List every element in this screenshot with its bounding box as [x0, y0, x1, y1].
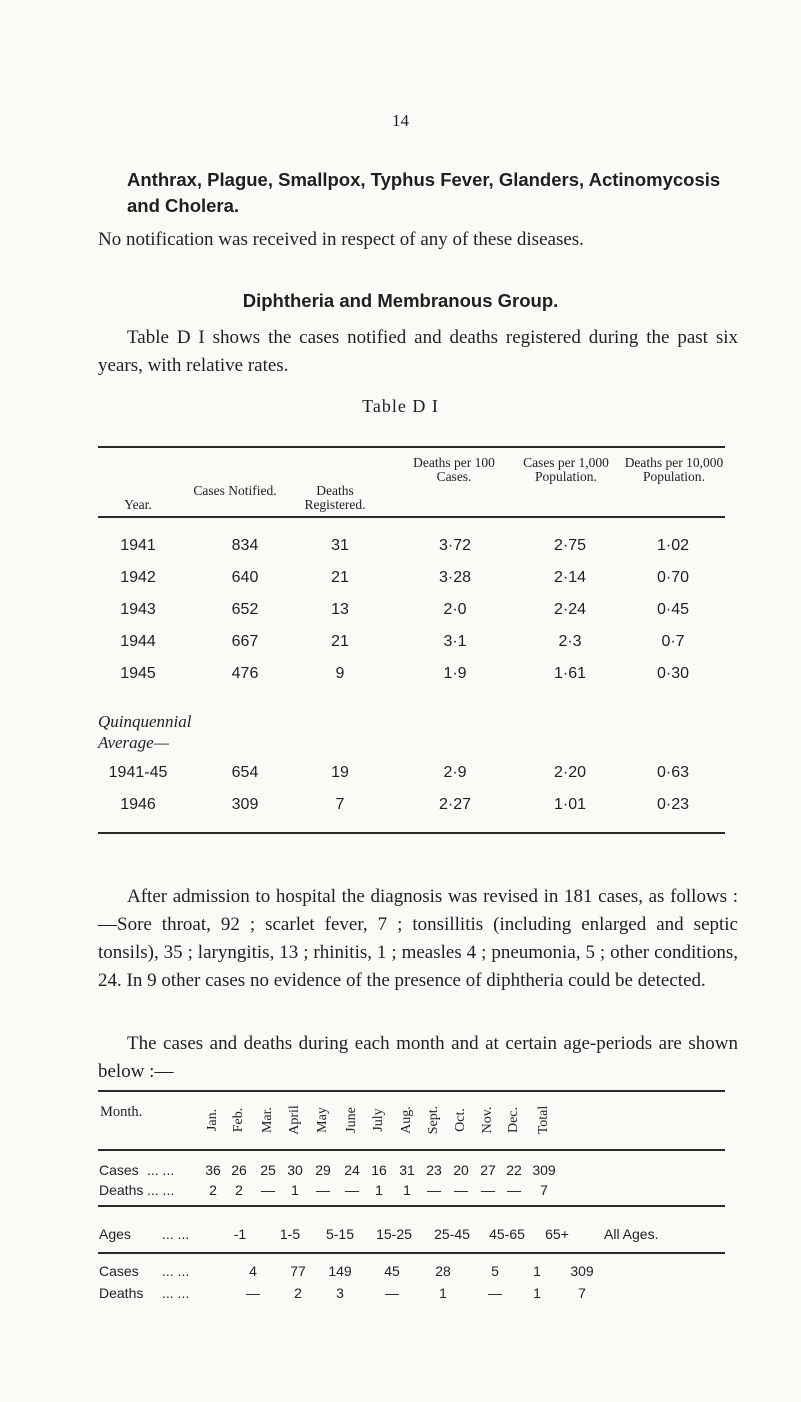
ages-label: Ages [99, 1226, 131, 1242]
cell-deaths-per-10000: 0·45 [656, 601, 690, 618]
age-cases-dots: ... ... [162, 1263, 190, 1279]
month-cases-value: 26 [231, 1162, 247, 1178]
month-cases-value: 31 [399, 1162, 415, 1178]
month-deaths-value: — [454, 1182, 468, 1198]
cell-deaths-per-100: 2·27 [438, 796, 472, 813]
cell-deaths-per-100: 1·9 [443, 665, 467, 682]
age-cases-value: 4 [249, 1263, 257, 1279]
cases-row-dots: ... ... [147, 1162, 175, 1178]
cell-cases: 667 [231, 633, 259, 650]
cell-deaths-per-10000: 0·7 [661, 633, 685, 650]
age-deaths-value: — [246, 1285, 260, 1301]
cell-deaths-per-100: 3·1 [443, 633, 467, 650]
month-header: April [287, 1105, 302, 1135]
month-deaths-value: 1 [291, 1182, 299, 1198]
cell-cases: 834 [231, 537, 259, 554]
header-year: Year. [124, 497, 152, 512]
cell-cases: 309 [231, 796, 259, 813]
age-deaths-value: 7 [578, 1285, 586, 1301]
cell-cases-per-1000: 1·61 [553, 665, 587, 682]
header-cases-notified: Cases Notified. [193, 483, 277, 498]
ages-dots: ... ... [162, 1226, 190, 1242]
cell-deaths: 31 [331, 537, 349, 554]
header-deaths-per-100: Deaths per 100 Cases. [413, 455, 495, 484]
month-deaths-value: 7 [540, 1182, 548, 1198]
cell-deaths: 7 [335, 796, 345, 813]
table-intro-paragraph: Table D I shows the cases notified and deaths registered during the past six years, with relative rates. [98, 327, 738, 376]
page-number: 14 [392, 111, 409, 130]
cell-deaths: 9 [335, 665, 345, 682]
month-deaths-value: — [345, 1182, 359, 1198]
cell-cases-per-1000: 2·24 [553, 601, 587, 618]
table-top-rule [98, 446, 725, 448]
cell-cases-per-1000: 2·75 [553, 537, 587, 554]
age-deaths-value: 3 [336, 1285, 344, 1301]
cell-deaths: 19 [331, 764, 349, 781]
month-label: Month. [100, 1104, 143, 1120]
month-header: June [344, 1107, 359, 1133]
age-header: 65+ [545, 1226, 569, 1242]
month-cases-value: 20 [453, 1162, 469, 1178]
month-cases-value: 309 [532, 1162, 556, 1178]
cell-year: 1942 [120, 569, 156, 586]
age-cases-value: 309 [570, 1263, 594, 1279]
month-header: Sept. [426, 1105, 441, 1135]
age-deaths-value: 1 [439, 1285, 447, 1301]
month-deaths-value: — [316, 1182, 330, 1198]
cell-deaths-per-100: 2·9 [443, 764, 467, 781]
month-deaths-value: — [507, 1182, 521, 1198]
age-cases-value: 28 [435, 1263, 451, 1279]
cell-cases-per-1000: 2·20 [553, 764, 587, 781]
cell-deaths: 21 [331, 633, 349, 650]
month-deaths-value: 2 [235, 1182, 243, 1198]
header-cases-per-1000: Cases per 1,000 Population. [523, 455, 609, 484]
age-cases-value: 149 [328, 1263, 352, 1279]
month-cases-value: 27 [480, 1162, 496, 1178]
cell-year: 1945 [120, 665, 156, 682]
header-deaths-registered: Deaths Registered. [304, 483, 366, 512]
table-bottom-rule [98, 832, 725, 834]
monthly-header-rule [98, 1149, 725, 1151]
month-cases-value: 16 [371, 1162, 387, 1178]
month-header: Jan. [205, 1108, 220, 1132]
cell-year: 1943 [120, 601, 156, 618]
cell-deaths: 21 [331, 569, 349, 586]
table-d1-caption: Table D I [362, 396, 439, 416]
age-cases-value: 77 [290, 1263, 306, 1279]
cell-cases: 640 [231, 569, 259, 586]
cell-cases: 652 [231, 601, 259, 618]
age-cases-value: 1 [533, 1263, 541, 1279]
month-header: Feb. [231, 1107, 246, 1133]
cell-deaths-per-100: 2·0 [443, 601, 467, 618]
month-cases-value: 25 [260, 1162, 276, 1178]
diagnosis-revised-paragraph: After admission to hospital the diagnosis was revised in 181 cases, as follows :—Sore throat, 92 ; scarlet fever, 7 ; tonsillitis (including enlarged and septic tonsils), 35 ; laryngitis, 13 ; rhinitis, 1 ; measles 4 ; pneumonia, 5 ; other conditions, 24. In 9 other cases no evidence of the presence of diphtheria could be detected. [98, 886, 738, 991]
month-header: Total [536, 1105, 551, 1135]
month-header: Mar. [260, 1106, 275, 1134]
cell-year: 1941-45 [108, 764, 168, 781]
month-cases-value: 22 [506, 1162, 522, 1178]
cell-cases-per-1000: 1·01 [553, 796, 587, 813]
age-deaths-value: — [385, 1285, 399, 1301]
month-header: July [371, 1108, 386, 1132]
cell-deaths-per-10000: 1·02 [656, 537, 690, 554]
age-deaths-dots: ... ... [162, 1285, 190, 1301]
cell-deaths-per-10000: 0·30 [656, 665, 690, 682]
cell-year: 1944 [120, 633, 156, 650]
age-header: -1 [233, 1226, 247, 1242]
age-deaths-value: 2 [294, 1285, 302, 1301]
age-cases-value: 5 [491, 1263, 499, 1279]
month-cases-value: 30 [287, 1162, 303, 1178]
month-deaths-value: 2 [209, 1182, 217, 1198]
month-cases-value: 36 [205, 1162, 221, 1178]
age-cases-value: 45 [384, 1263, 400, 1279]
cell-deaths: 13 [331, 601, 349, 618]
month-header: Dec. [506, 1106, 521, 1134]
month-cases-value: 24 [344, 1162, 360, 1178]
age-deaths-label: Deaths [99, 1285, 144, 1301]
section-heading-anthrax: Anthrax, Plague, Smallpox, Typhus Fever, Glanders, Actinomycosis and Cholera. [127, 169, 721, 216]
cell-cases: 476 [231, 665, 259, 682]
month-deaths-value: — [261, 1182, 275, 1198]
month-header: Aug. [399, 1106, 414, 1134]
age-deaths-value: — [488, 1285, 502, 1301]
age-header: All Ages. [604, 1226, 659, 1242]
monthly-top-rule [98, 1090, 725, 1092]
quinquennial-average-label: Quinquennial Average— [98, 712, 192, 752]
cell-deaths-per-100: 3·72 [438, 537, 472, 554]
age-cases-label: Cases [99, 1263, 139, 1279]
header-deaths-per-10000: Deaths per 10,000 Population. [624, 455, 724, 484]
age-header: 45-65 [489, 1226, 525, 1242]
month-cases-value: 29 [315, 1162, 331, 1178]
month-header: May [315, 1107, 330, 1133]
month-cases-value: 23 [426, 1162, 442, 1178]
monthly-bottom-rule [98, 1205, 725, 1207]
deaths-row-label: Deaths [99, 1182, 144, 1198]
cell-year: 1946 [120, 796, 156, 813]
deaths-row-dots: ... ... [147, 1182, 175, 1198]
no-notification-paragraph: No notification was received in respect of any of these diseases. [98, 229, 584, 250]
age-deaths-value: 1 [533, 1285, 541, 1301]
cell-deaths-per-10000: 0·70 [656, 569, 690, 586]
month-header: Oct. [453, 1108, 468, 1132]
cell-deaths-per-10000: 0·23 [656, 796, 690, 813]
month-deaths-value: 1 [375, 1182, 383, 1198]
age-header-rule [98, 1252, 725, 1254]
section-heading-diphtheria: Diphtheria and Membranous Group. [242, 290, 559, 311]
cell-cases-per-1000: 2·3 [558, 633, 582, 650]
cell-cases-per-1000: 2·14 [553, 569, 587, 586]
month-deaths-value: — [427, 1182, 441, 1198]
cell-cases: 654 [231, 764, 259, 781]
cell-year: 1941 [120, 537, 156, 554]
cell-deaths-per-10000: 0·63 [656, 764, 690, 781]
age-header: 5-15 [325, 1226, 355, 1242]
age-header: 15-25 [376, 1226, 412, 1242]
table-header-rule [98, 516, 725, 518]
cases-row-label: Cases [99, 1162, 139, 1178]
age-header: 25-45 [434, 1226, 470, 1242]
age-header: 1-5 [279, 1226, 301, 1242]
month-deaths-value: 1 [403, 1182, 411, 1198]
month-header: Nov. [480, 1106, 495, 1134]
month-deaths-value: — [481, 1182, 495, 1198]
cell-deaths-per-100: 3·28 [438, 569, 472, 586]
monthly-intro-paragraph: The cases and deaths during each month and at certain age-periods are shown below :— [98, 1033, 738, 1082]
